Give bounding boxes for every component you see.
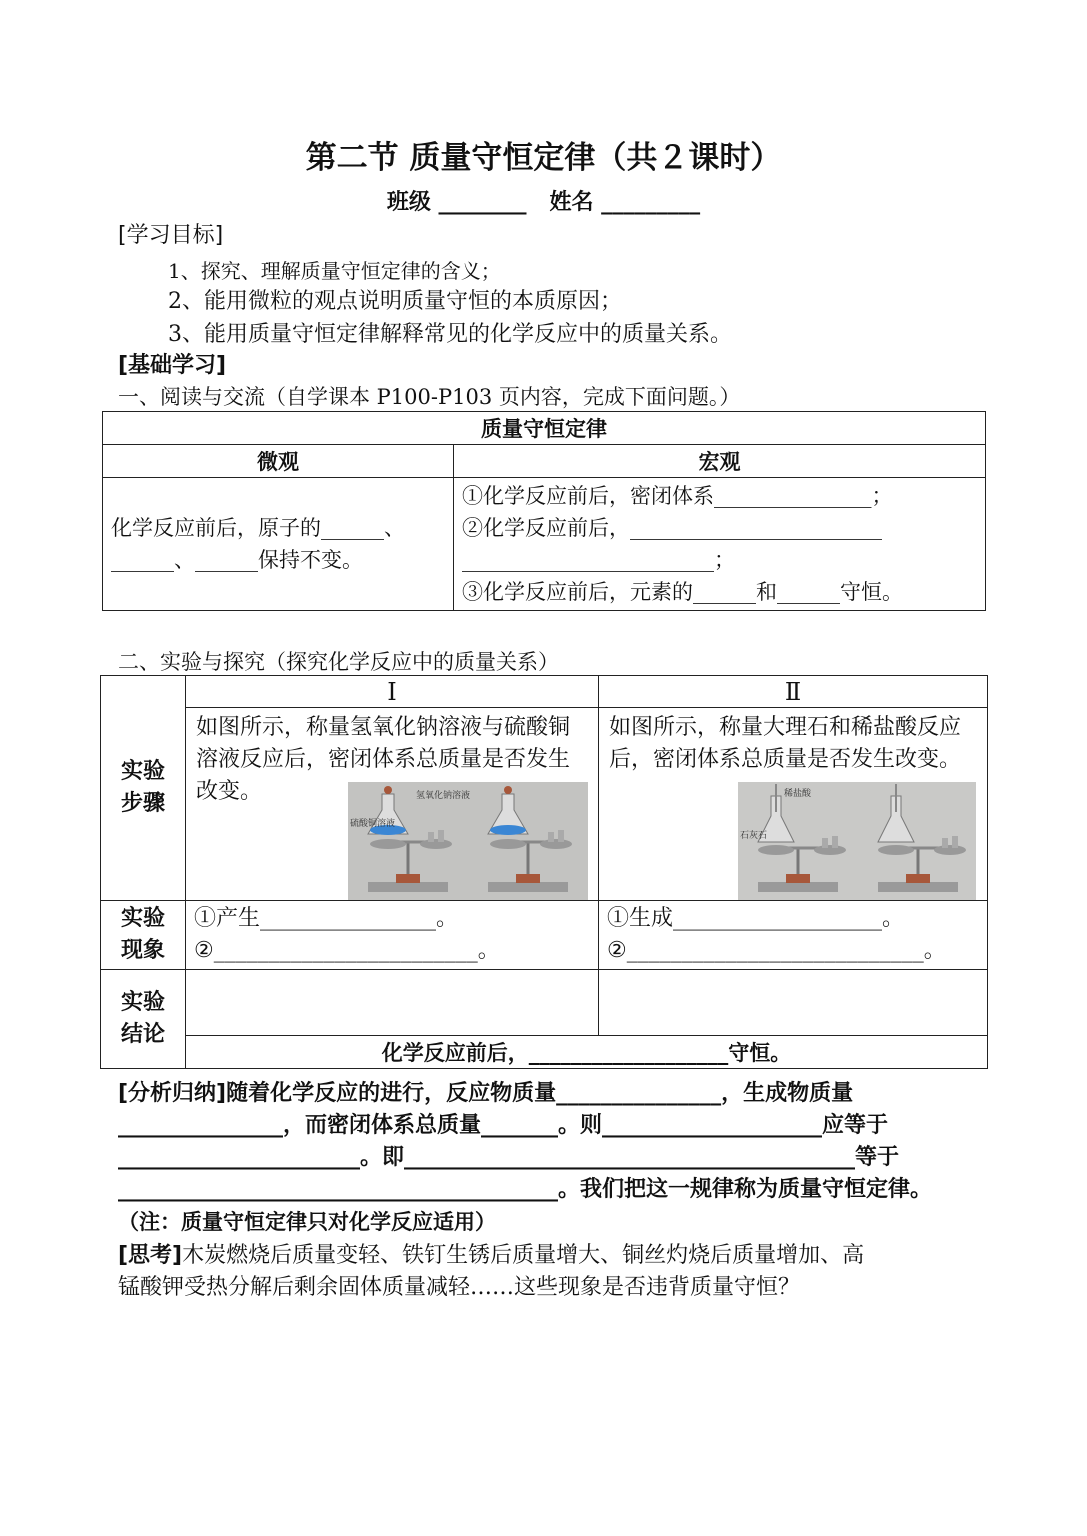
conclusion-cell-2[interactable] (599, 970, 988, 1036)
phen1-a[interactable]: ①产生________________。 (194, 906, 459, 931)
table1-col-micro: 微观 (103, 445, 454, 478)
objective-item-3: 3、能用质量守恒定律解释常见的化学反应中的质量关系。 (168, 322, 732, 347)
phen2-b[interactable]: ②___________________________。 (607, 938, 946, 963)
objectives-heading: [学习目标] (118, 223, 224, 248)
analysis-note: （注：质量守恒定律只对化学反应适用） (118, 1210, 496, 1234)
class-label: 班级 (386, 190, 431, 215)
page-title: 第二节 质量守恒定律（共２课时） (305, 140, 782, 176)
think-label: [思考] (118, 1243, 183, 1268)
conclusion-cell-1[interactable] (186, 970, 599, 1036)
img2-label-top: 稀盐酸 (784, 789, 812, 799)
class-name-line (0, 185, 1087, 216)
name-label: 姓名 (549, 190, 594, 215)
conclusion-summary[interactable]: 化学反应前后，___________________守恒。 (186, 1036, 988, 1069)
macro-line-1[interactable]: ①化学反应前后，密闭体系_______________； (462, 484, 893, 508)
think-text-1: 木炭燃烧后质量变轻、铁钉生锈后质量增大、铜丝灼烧后质量增加、高 (182, 1243, 865, 1268)
phenomena-cell-2 (599, 901, 988, 970)
analysis-line-2[interactable]: _______________，而密闭体系总质量_______。则____________________应等于 (118, 1113, 889, 1138)
phen1-b[interactable]: ②________________________。 (194, 938, 500, 963)
conservation-law-table (102, 411, 986, 611)
img1-label-left: 硫酸铜溶液 (350, 819, 396, 829)
name-blank[interactable]: _________ (601, 190, 701, 215)
table1-micro-cell (103, 478, 454, 611)
row-label-conclusion: 实验 结论 (101, 970, 186, 1069)
think-line-2: 锰酸钾受热分解后剩余固体质量减轻……这些现象是否违背质量守恒？ (118, 1275, 801, 1300)
img1-label-top: 氢氧化钠溶液 (416, 791, 471, 801)
balance-photo-1 (348, 782, 588, 900)
analysis-line-4[interactable]: ________________________________________。我们把这一规律称为质量守恒定律。 (118, 1177, 933, 1202)
img2-label-left: 石灰石 (740, 831, 768, 841)
row-label-steps: 实验 步骤 (101, 676, 186, 901)
phen2-a[interactable]: ①生成___________________。 (607, 906, 905, 931)
basics-heading: [基础学习] (118, 353, 227, 378)
step2-text: 如图所示，称量大理石和稀盐酸反应后，密闭体系总质量是否发生改变。 (609, 715, 962, 772)
balance-photo-2 (738, 782, 976, 900)
phenomena-cell-1 (186, 901, 599, 970)
row-label-phenomena: 实验 现象 (101, 901, 186, 970)
micro-line-1[interactable]: 化学反应前后，原子的______、 (111, 516, 405, 540)
objective-item-1: 1、探究、理解质量守恒定律的含义； (168, 259, 501, 283)
macro-line-3[interactable]: ________________________； (462, 548, 735, 572)
step1-text: 如图所示，称量氢氧化钠溶液与硫酸铜溶液反应后，密闭体系总质量是否发生改变。 (196, 715, 571, 804)
table1-col-macro: 宏观 (454, 445, 986, 478)
micro-line-2[interactable]: ______、______保持不变。 (111, 548, 363, 572)
objective-item-2: 2、能用微粒的观点说明质量守恒的本质原因； (168, 289, 622, 314)
macro-line-4[interactable]: ③化学反应前后，元素的______和______守恒。 (462, 580, 903, 604)
class-blank[interactable]: ________ (438, 190, 527, 215)
part1-title: 一、阅读与交流（自学课本 P100-P103 页内容，完成下面问题。） (118, 385, 741, 409)
col-header-i: Ⅰ (186, 676, 599, 708)
table1-caption: 质量守恒定律 (103, 412, 986, 445)
part2-title: 二、实验与探究（探究化学反应中的质量关系） (118, 650, 559, 674)
col-header-ii: Ⅱ (599, 676, 988, 708)
analysis-line-1[interactable]: [分析归纳]随着化学反应的进行，反应物质量_______________，生成物质量 (118, 1081, 854, 1106)
think-line-1 (118, 1238, 864, 1269)
table1-macro-cell (454, 478, 986, 611)
analysis-line-3[interactable]: ______________________。即_________________________________________等于 (118, 1145, 900, 1170)
macro-line-2[interactable]: ②化学反应前后，________________________ (462, 516, 882, 540)
